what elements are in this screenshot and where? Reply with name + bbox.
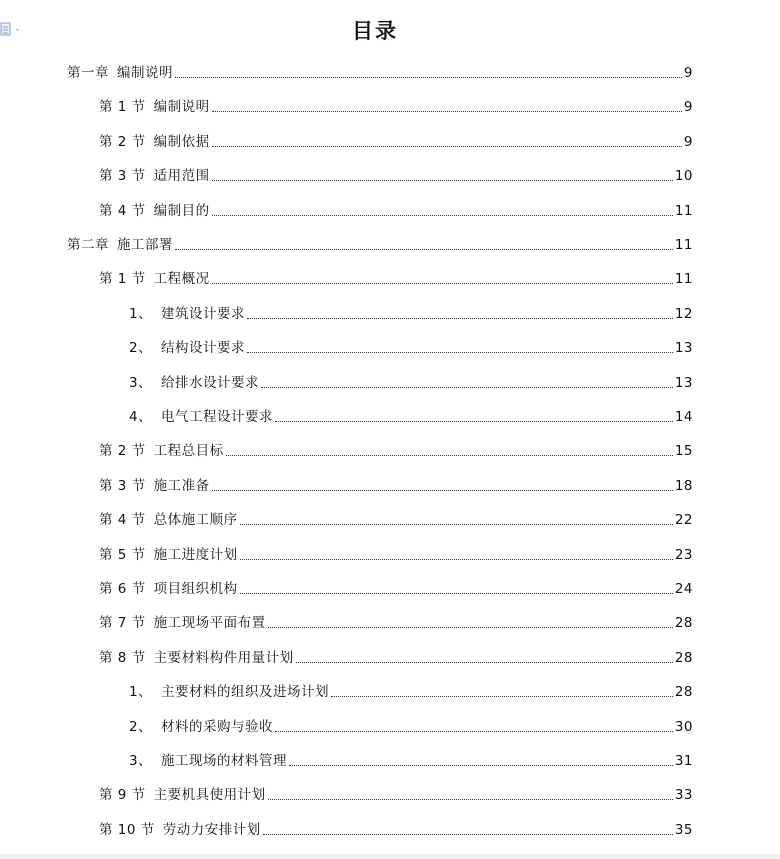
toc-entry[interactable] — [99, 266, 693, 288]
toc-entry-title: 工程总目标 — [153, 443, 224, 460]
toc-entry-title: 编制目的 — [153, 202, 210, 219]
toc-entry[interactable] — [129, 679, 693, 701]
toc-entry-number: 第 2 节 — [99, 133, 146, 150]
toc-entry-title: 施工部署 — [117, 237, 173, 253]
toc-entry-number: 1、 — [129, 305, 153, 322]
toc-entry[interactable] — [129, 370, 693, 392]
toc-entry-title: 电气工程设计要求 — [161, 409, 273, 425]
page-bottom-edge — [0, 854, 780, 859]
toc-entry-number: 第 5 节 — [99, 546, 146, 563]
dot-leader — [240, 558, 673, 560]
toc-entry[interactable] — [99, 507, 693, 529]
dot-leader — [175, 76, 682, 78]
toc-entry-title: 材料的采购与验收 — [161, 718, 273, 735]
toc-entry-title: 主要机具使用计划 — [153, 787, 266, 804]
dot-leader — [331, 695, 673, 697]
dot-leader — [212, 489, 673, 491]
toc-entry[interactable] — [99, 198, 693, 220]
toc-entry-number: 第 4 节 — [99, 512, 146, 529]
toc-entry-number: 3、 — [129, 374, 153, 391]
toc-entry[interactable] — [129, 335, 693, 357]
toc-entry-number: 2、 — [129, 340, 153, 357]
toc-entry-number: 第 1 节 — [99, 271, 146, 288]
toc-entry-page: 28 — [674, 649, 693, 666]
dot-leader — [268, 798, 673, 800]
dot-leader — [275, 420, 673, 422]
toc-entry-page: 11 — [674, 271, 693, 288]
dot-leader — [268, 626, 673, 628]
dot-leader — [296, 661, 673, 663]
dot-leader — [175, 248, 673, 250]
page-title: 目录 — [352, 18, 398, 43]
toc-entry-number: 第 9 节 — [99, 787, 146, 804]
toc-entry[interactable] — [99, 542, 693, 564]
toc-entry-number: 第 8 节 — [99, 649, 146, 666]
dot-leader — [226, 454, 673, 456]
toc-entry-page: 12 — [674, 305, 693, 322]
toc-entry-page: 11 — [674, 237, 693, 253]
toc-entry-number: 第二章 — [67, 237, 109, 253]
toc-entry-page: 28 — [674, 684, 693, 701]
toc-entry-number: 第 10 节 — [99, 821, 155, 838]
toc-entry-title: 编制说明 — [117, 65, 173, 81]
toc-entry[interactable] — [129, 748, 693, 770]
toc-entry[interactable] — [99, 817, 693, 839]
dot-leader — [275, 730, 673, 732]
toc-entry-page: 33 — [674, 787, 693, 804]
toc-entry-title: 施工现场的材料管理 — [161, 753, 287, 769]
toc-entry-page: 30 — [674, 718, 693, 735]
toc-entry-page: 9 — [683, 65, 693, 81]
toc-entry-page: 10 — [674, 168, 693, 185]
toc-entry[interactable] — [67, 60, 693, 82]
toc-entry[interactable] — [99, 782, 693, 804]
toc-entry-page: 28 — [674, 615, 693, 632]
toc-entry-title: 劳动力安排计划 — [162, 821, 261, 838]
toc-entry[interactable] — [129, 714, 693, 736]
toc-entry[interactable] — [99, 610, 693, 632]
toc-entry-number: 第一章 — [67, 65, 109, 81]
toc-entry-number: 第 2 节 — [99, 443, 146, 460]
toc-entry[interactable] — [129, 301, 693, 323]
toc-entry-title: 结构设计要求 — [161, 340, 245, 357]
toc-entry-page: 31 — [674, 753, 693, 769]
toc-entry[interactable] — [99, 163, 693, 185]
toc-entry-page: 18 — [674, 477, 693, 494]
toc-entry-title: 施工现场平面布置 — [153, 615, 266, 632]
toc-entry[interactable] — [99, 473, 693, 495]
toc-entry-number: 1、 — [129, 684, 153, 701]
toc-entry[interactable] — [99, 576, 693, 598]
toc-entry-page: 9 — [683, 133, 693, 150]
toc-entry[interactable] — [99, 94, 693, 116]
dot-leader — [247, 351, 673, 353]
toc-entry[interactable] — [67, 232, 693, 254]
toc-entry-number: 第 4 节 — [99, 202, 146, 219]
toc-entry-page: 11 — [674, 202, 693, 219]
toc-entry-number: 第 3 节 — [99, 477, 146, 494]
dot-leader — [212, 282, 673, 284]
dot-leader — [247, 317, 673, 319]
toc-entry-page: 15 — [674, 443, 693, 460]
toc-entry[interactable] — [99, 645, 693, 667]
toc-entry-title: 适用范围 — [153, 168, 210, 185]
toc-entry-title: 建筑设计要求 — [161, 305, 245, 322]
dot-leader — [240, 523, 673, 525]
dot-leader — [212, 145, 682, 147]
toc-entry-page: 13 — [674, 340, 693, 357]
toc-entry-title: 给排水设计要求 — [161, 374, 259, 391]
toc-entry-page: 14 — [674, 409, 693, 425]
toc-entry-title: 项目组织机构 — [153, 581, 238, 597]
toc-entry-title: 编制依据 — [153, 133, 210, 150]
toc-entry-title: 主要材料构件用量计划 — [153, 649, 294, 666]
toc-entry-page: 23 — [674, 546, 693, 563]
dot-leader — [240, 592, 673, 594]
dot-leader — [261, 386, 673, 388]
toc-entry-page: 9 — [683, 99, 693, 116]
dot-leader — [212, 214, 673, 216]
dot-leader — [212, 179, 673, 181]
toc-entry-title: 工程概况 — [153, 271, 210, 288]
toc-entry-number: 2、 — [129, 718, 153, 735]
toc-entry-number: 第 6 节 — [99, 581, 146, 597]
toc-entry-title: 主要材料的组织及进场计划 — [161, 684, 329, 701]
toc-entry[interactable] — [99, 129, 693, 151]
toc-entry-title: 施工准备 — [153, 477, 210, 494]
toc-entry-page: 22 — [674, 512, 693, 529]
toc-entry-page: 24 — [674, 581, 693, 597]
toc-entry-title: 编制说明 — [153, 99, 210, 116]
toc-entry[interactable] — [99, 438, 693, 460]
toc-entry-page: 13 — [674, 374, 693, 391]
toc-entry-number: 第 7 节 — [99, 615, 146, 632]
toc-entry-number: 4、 — [129, 409, 153, 425]
dot-leader — [289, 764, 673, 766]
toc-entry-number: 第 1 节 — [99, 99, 146, 116]
toc-entry-page: 35 — [674, 821, 693, 838]
toc-entry-title: 总体施工顺序 — [153, 512, 238, 529]
toc-entry[interactable] — [129, 404, 693, 426]
toc-entry-number: 3、 — [129, 753, 153, 769]
toc-entry-title: 施工进度计划 — [153, 546, 238, 563]
toc-entry-number: 第 3 节 — [99, 168, 146, 185]
dot-leader — [212, 110, 682, 112]
dot-leader — [263, 833, 673, 835]
